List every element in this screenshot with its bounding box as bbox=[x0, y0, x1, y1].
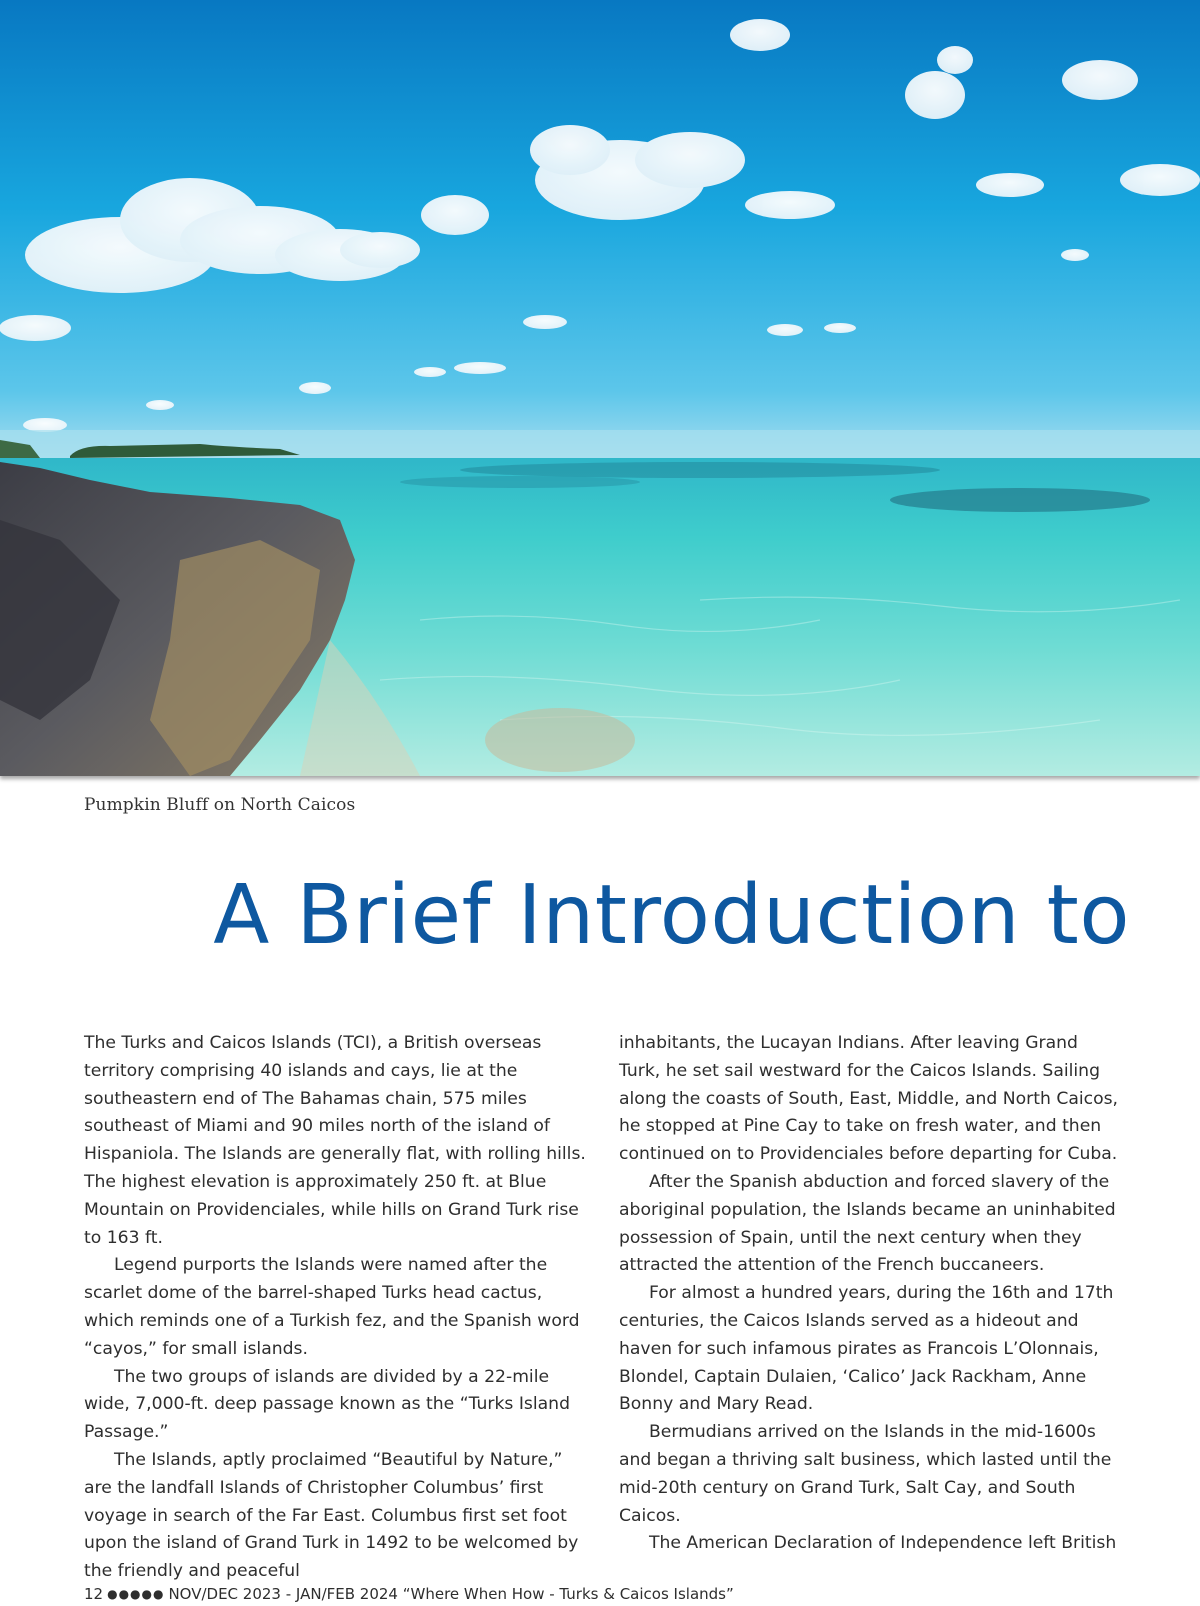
photo-caption: Pumpkin Bluff on North Caicos bbox=[84, 795, 356, 815]
paragraph: For almost a hundred years, during the 16th and 17th centuries, the Caicos Islands served as a hideout and haven for such infamous pirates as Francois L’Olonnais, Blondel, Captain Dulaien, ‘Calico’ Jack Rackham, Anne Bonny and Mary Read. bbox=[619, 1283, 1114, 1415]
paragraph: inhabitants, the Lucayan Indians. After leaving Grand Turk, he set sail westward for the Caicos Islands. Sailing along the coasts of South, East, Middle, and North Caicos, he stopped at Pine Cay to take on fresh water, and then continued on to Providenciales before departing for Cuba. bbox=[619, 1033, 1119, 1165]
paragraph: Legend purports the Islands were named after the scarlet dome of the barrel-shaped Turks head cactus, which reminds one of a Turkish fez, and the Spanish word “cayos,” for small islands. bbox=[84, 1255, 580, 1359]
footer-dots: ●●●●● bbox=[107, 1587, 165, 1601]
paragraph: After the Spanish abduction and forced slavery of the aboriginal population, the Islands became an uninhabited possession of Spain, until the next century when they attracted the attention of the French buccaneers. bbox=[619, 1171, 1116, 1276]
article-title: A Brief Introduction to bbox=[213, 868, 1130, 963]
article-column-left bbox=[84, 1030, 590, 1586]
page-number: 12 bbox=[84, 1585, 104, 1603]
paragraph: The American Declaration of Independence left British bbox=[649, 1533, 1117, 1554]
issue-label: NOV/DEC 2023 - JAN/FEB 2024 “Where When How - Turks & Caicos Islands” bbox=[168, 1585, 734, 1603]
paragraph: Bermudians arrived on the Islands in the mid-1600s and began a thriving salt business, which lasted until the mid-20th century on Grand Turk, Salt Cay, and South Caicos. bbox=[619, 1422, 1112, 1526]
beach-photo-illustration bbox=[0, 0, 1200, 776]
article-column-right bbox=[619, 1030, 1119, 1558]
paragraph: The Islands, aptly proclaimed “Beautiful by Nature,” are the landfall Islands of Christopher Columbus’ first voyage in search of the Far East. Columbus first set foot upon the island of Grand Turk in 1492 to be welcomed by the friendly and peaceful bbox=[84, 1449, 579, 1582]
page-footer bbox=[84, 1585, 734, 1603]
paragraph: The Turks and Caicos Islands (TCI), a British overseas territory comprising 40 islands and cays, lie at the southeastern end of The Bahamas chain, 575 miles southeast of Miami and 90 miles north of the island of Hispaniola. The Islands are generally flat, with rolling hills. The highest elevation is approximately 250 ft. at Blue Mountain on Providenciales, while hills on Grand Turk rise to 163 ft. bbox=[84, 1033, 586, 1248]
hero-photo bbox=[0, 0, 1200, 776]
paragraph: The two groups of islands are divided by a 22-mile wide, 7,000-ft. deep passage known as the “Turks Island Passage.” bbox=[84, 1366, 570, 1443]
